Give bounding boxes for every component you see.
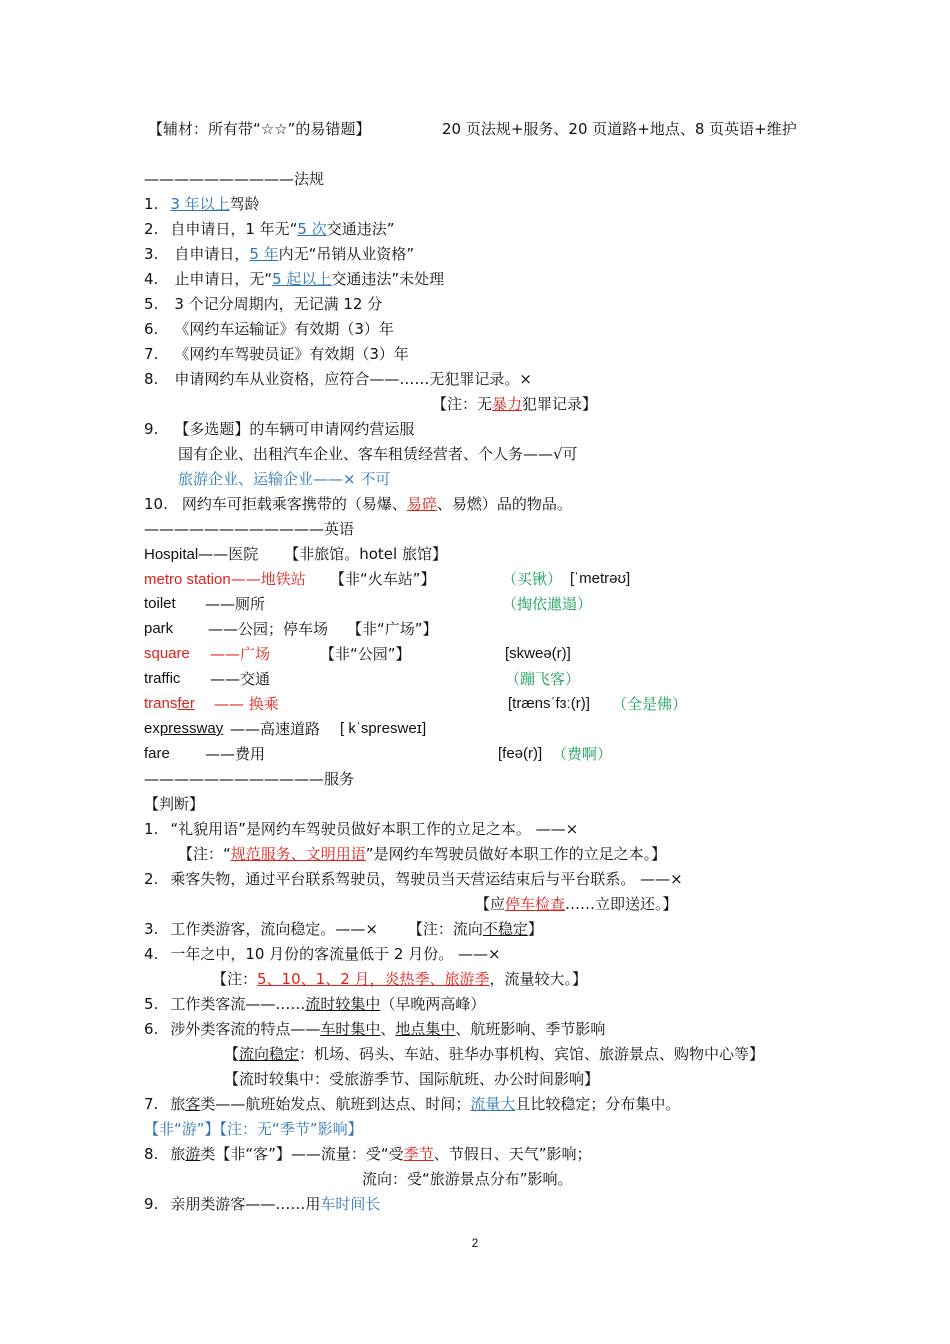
vocab-note: 【非“公园”】 [320,645,411,663]
list-item: 1. 3 年以上驾龄 [144,195,260,213]
note: 【非“游”】【注：无“季节”影响】 [144,1120,363,1138]
vocab-word: toilet [144,595,176,612]
vocab-hint: （蹦飞客） [505,670,581,688]
vocab-word: traffic [144,670,181,687]
vocab-word: fare [144,745,170,762]
list-item: 3. 工作类游客，流向稳定。——× 【注：流向不稳定】 [144,920,543,938]
header-left: 【辅材：所有带“☆☆”的易错题】 [148,120,371,138]
list-item: 6. 《网约车运输证》有效期（3）年 [144,320,394,338]
note: 【注：“规范服务、文明用语”是网约车驾驶员做好本职工作的立足之本。】 [178,845,667,863]
list-item: 10. 网约车可拒载乘客携带的（易爆、易碎、易燃）品的物品。 [144,495,572,513]
note: 【流向稳定：机场、码头、车站、驻华办事机构、宾馆、旅游景点、购物中心等】 [224,1045,765,1063]
vocab-meaning: ——费用 [205,745,266,763]
list-item: 4. 止申请日，无“5 起以上交通违法”未处理 [144,270,445,288]
page-number: 2 [471,1236,479,1250]
section-title-service: ————————————服务 [144,770,355,788]
list-item: 9. 亲朋类游客——……用车时间长 [144,1195,381,1213]
note: 【注：5、10、1、2 月，炎热季、旅游季，流量较大。】 [212,970,588,988]
list-item-detail: 旅游企业、运输企业——× 不可 [178,470,391,488]
vocab-phonetic: [skweə(r)] [505,645,571,662]
vocab-note: 【非“广场”】 [347,620,438,638]
list-item: 9. 【多选题】的车辆可申请网约营运服 [144,420,415,438]
section-title-law: ——————————法规 [144,170,325,188]
vocab-row: metro station——地铁站 [144,570,306,588]
list-item: 8. 旅游类【非“客”】——流量：受“受季节、节假日、天气”影响； [144,1145,592,1163]
list-item: 2. 乘客失物，通过平台联系驾驶员，驾驶员当天营运结束后与平台联系。 ——× [144,870,683,888]
vocab-phonetic: [ kˈspresweɪ] [340,720,427,737]
vocab-hint: （费啊） [552,745,613,763]
note: 【注：无暴力犯罪记录】 [432,395,598,413]
list-item: 8. 申请网约车从业资格，应符合——……无犯罪记录。× [144,370,532,388]
vocab-meaning: ——高速道路 [230,720,321,738]
header-right: 20 页法规+服务、20 页道路+地点、8 页英语+维护 [442,120,797,138]
note: 【应停车检查……立即送还。】 [475,895,678,913]
list-item: 7. 旅客类——航班始发点、航班到达点、时间；流量大且比较稳定；分布集中。 [144,1095,681,1113]
list-item-detail: 国有企业、出租汽车企业、客车租赁经营者、个人务——√可 [178,445,578,463]
list-item: 4. 一年之中，10 月份的客流量低于 2 月份。 ——× [144,945,501,963]
section-title-english: ————————————英语 [144,520,355,538]
list-item: 3. 自申请日，5 年内无“吊销从业资格” [144,245,415,263]
vocab-word: square [144,645,190,662]
list-item-detail: 流向：受“旅游景点分布”影响。 [362,1170,573,1188]
vocab-meaning: ——厕所 [205,595,266,613]
list-item: 5. 工作类客流——……流时较集中（早晚两高峰） [144,995,486,1013]
list-item: 6. 涉外类客流的特点——车时集中、地点集中、航班影响、季节影响 [144,1020,606,1038]
list-item: 7. 《网约车驾驶员证》有效期（3）年 [144,345,409,363]
vocab-meaning: ——交通 [210,670,271,688]
vocab-meaning: —— 换乘 [214,695,279,713]
list-item: 2. 自申请日，1 年无“5 次交通违法” [144,220,395,238]
vocab-row: Hospital——医院 【非旅馆。hotel 旅馆】 [144,545,447,563]
vocab-hint: （买锹） [502,570,563,588]
vocab-word: transfer [144,695,195,712]
vocab-phonetic: [feə(r)] [498,745,543,762]
vocab-hint: （掏依邋遢） [502,595,593,613]
vocab-phonetic: [trænsˈfɜː(r)] [508,695,590,712]
vocab-phonetic: [ˈmetrəʊ] [570,570,631,587]
list-item: 1. “礼貌用语”是网约车驾驶员做好本职工作的立足之本。 ——× [144,820,579,838]
vocab-hint: （全是佛） [612,695,688,713]
vocab-meaning: ——广场 [210,645,271,663]
list-item: 5. 3 个记分周期内，无记满 12 分 [144,295,383,313]
vocab-word: park [144,620,174,637]
vocab-word: expressway [144,720,224,737]
sub-heading: 【判断】 [144,795,205,813]
vocab-note: 【非“火车站”】 [330,570,436,588]
note: 【流时较集中：受旅游季节、国际航班、办公时间影响】 [224,1070,600,1088]
vocab-meaning: ——公园；停车场 [208,620,329,638]
